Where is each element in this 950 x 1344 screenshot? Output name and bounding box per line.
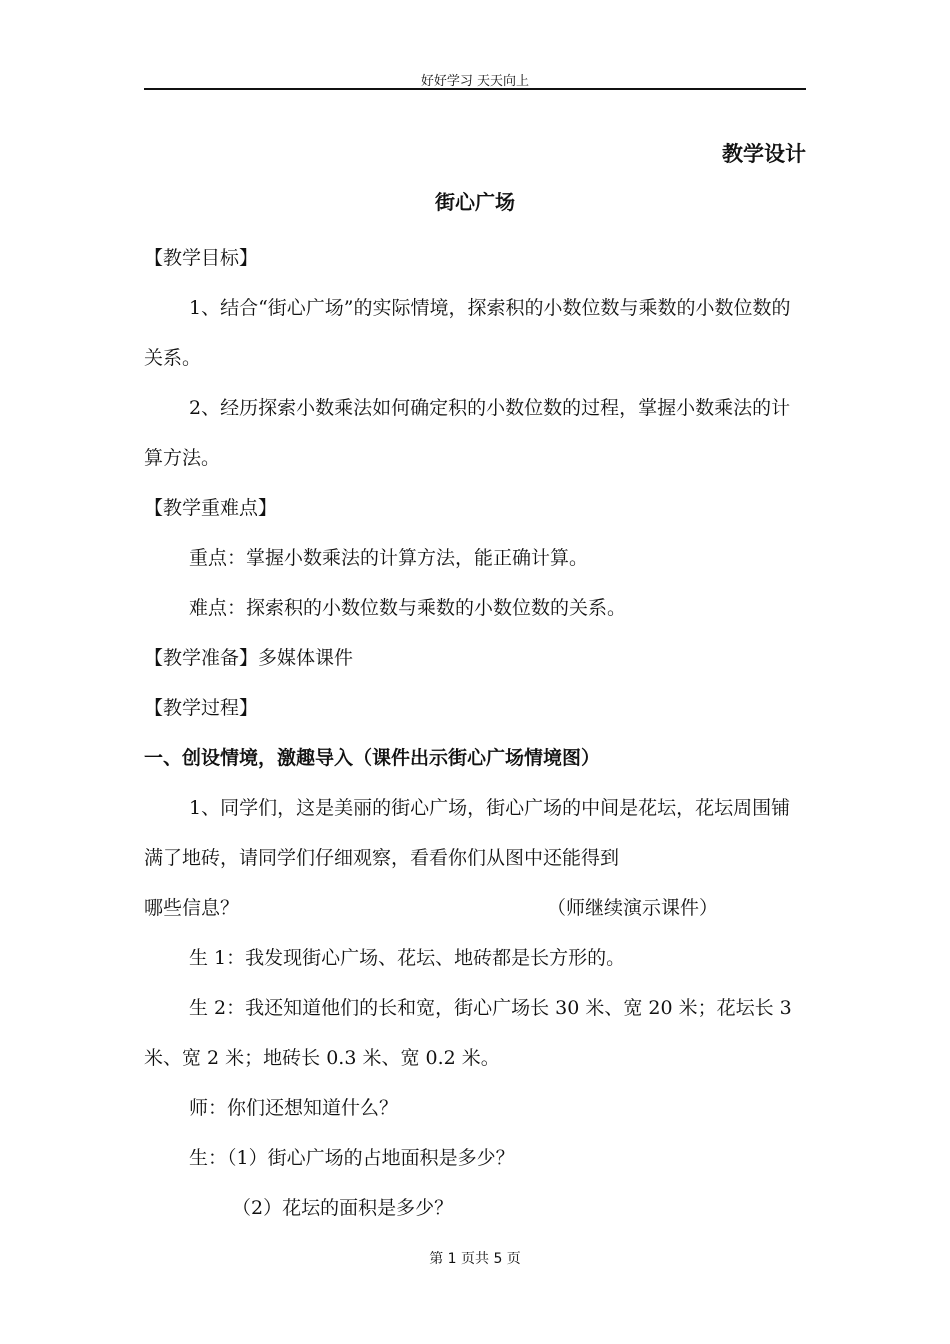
goal-1: 1、结合“街心广场”的实际情境，探索积的小数位数与乘数的小数位数的关系。 xyxy=(144,297,791,369)
teacher-question: 师：你们还想知道什么？ xyxy=(189,1097,399,1119)
teacher-intro-line xyxy=(144,883,806,933)
process-heading: 【教学过程】 xyxy=(144,697,259,719)
student-question-1: 生：（1）街心广场的占地面积是多少？ xyxy=(189,1147,515,1169)
key-point: 重点：掌握小数乘法的计算方法，能正确计算。 xyxy=(189,547,589,569)
preparation: 【教学准备】多媒体课件 xyxy=(144,647,354,669)
page-header: 好好学习 天天向上 xyxy=(420,74,530,89)
key-points-heading: 【教学重难点】 xyxy=(144,497,278,519)
teacher-intro: 1、同学们，这是美丽的街心广场，街心广场的中间是花坛，花坛周围铺满了地砖，请同学们仔细观察，看看你们从图中还能得到 xyxy=(144,797,791,869)
header-divider xyxy=(144,88,806,90)
page-footer: 第 1 页共 5 页 xyxy=(429,1251,521,1267)
teacher-intro-end: 哪些信息？ xyxy=(144,897,240,919)
part-1-heading: 一、创设情境，激趣导入（课件出示街心广场情境图） xyxy=(144,747,601,769)
document-label: 教学设计 xyxy=(722,142,806,166)
goal-2: 2、经历探索小数乘法如何确定积的小数位数的过程，掌握小数乘法的计算方法。 xyxy=(144,397,791,469)
student-1-answer: 生 1：我发现街心广场、花坛、地砖都是长方形的。 xyxy=(189,947,626,969)
document-title: 街心广场 xyxy=(435,190,515,214)
document-body xyxy=(144,233,806,1233)
student-2-answer: 生 2：我还知道他们的长和宽，街心广场长 30 米、宽 20 米；花坛长 3 米、宽 2 米；地砖长 0.3 米、宽 0.2 米。 xyxy=(144,997,792,1069)
teacher-note: （师继续演示课件） xyxy=(546,897,718,919)
goals-heading: 【教学目标】 xyxy=(144,247,259,269)
difficult-point: 难点：探索积的小数位数与乘数的小数位数的关系。 xyxy=(189,597,627,619)
student-question-2: （2）花坛的面积是多少？ xyxy=(232,1197,454,1219)
